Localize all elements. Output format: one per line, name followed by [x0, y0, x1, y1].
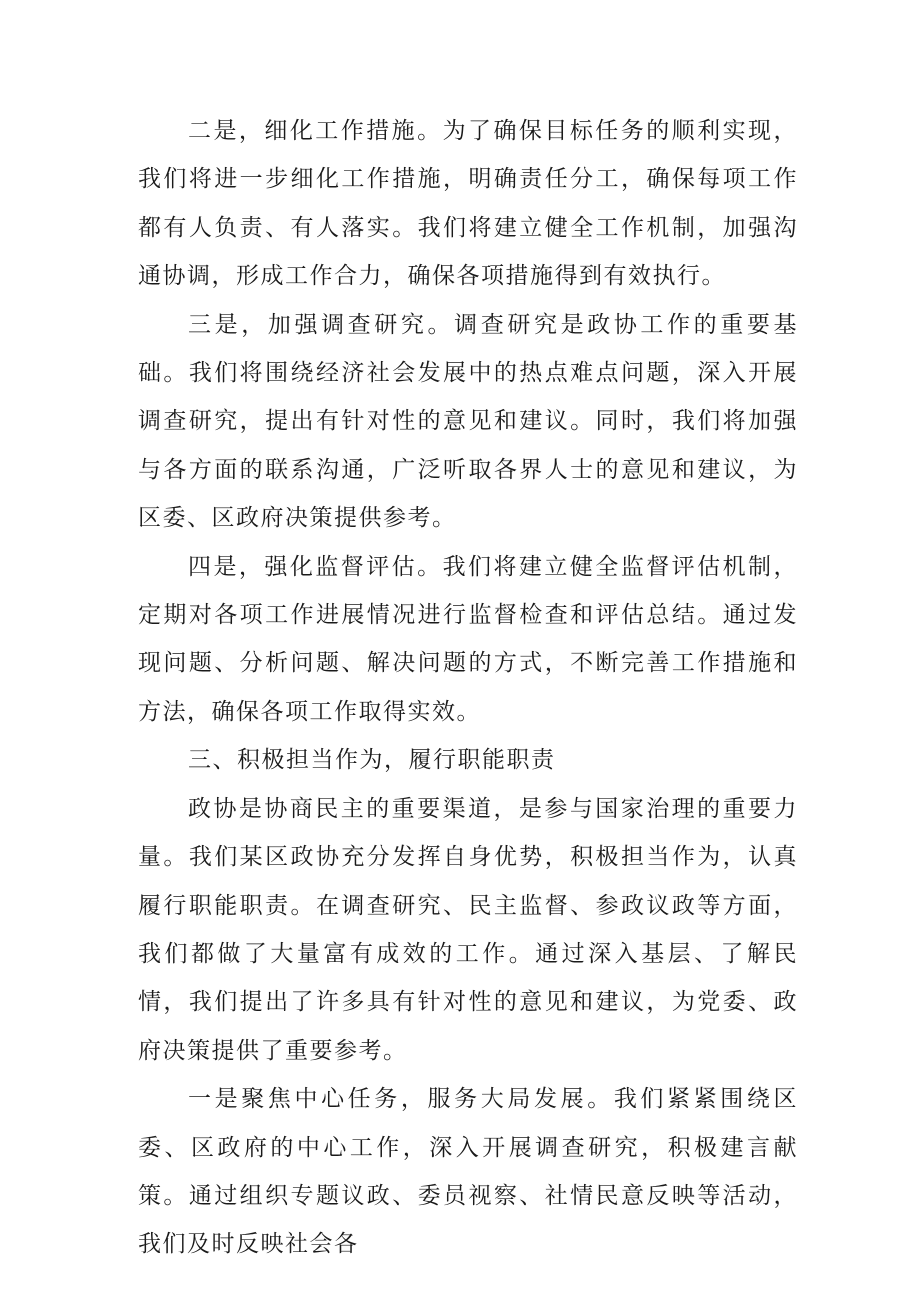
paragraph-strengthen-research: 三是，加强调查研究。调查研究是政协工作的重要基础。我们将围绕经济社会发展中的热点难点问题，深入开展调查研究，提出有针对性的意见和建议。同时，我们将加强与各方面的联系沟通，广泛听取各界人士的意见和建议，为区委、区政府决策提供参考。 — [138, 311, 798, 532]
paragraph-focus-central-tasks: 一是聚焦中心任务，服务大局发展。我们紧紧围绕区委、区政府的中心工作，深入开展调查研究，积极建言献策。通过组织专题议政、委员视察、社情民意反映等活动，我们及时反映社会各 — [138, 1086, 798, 1258]
paragraph-refine-measures: 二是，细化工作措施。为了确保目标任务的顺利实现，我们将进一步细化工作措施，明确责任分工，确保每项工作都有人负责、有人落实。我们将建立健全工作机制，加强沟通协调，形成工作合力，确保各项措施得到有效执行。 — [138, 118, 798, 290]
section-heading: 三、积极担当作为，履行职能职责 — [188, 747, 556, 774]
paragraph-cppcc-role: 政协是协商民主的重要渠道，是参与国家治理的重要力量。我们某区政协充分发挥自身优势，积极担当作为，认真履行职能职责。在调查研究、民主监督、参政议政等方面，我们都做了大量富有成效的工作。通过深入基层、了解民情，我们提出了许多具有针对性的意见和建议，为党委、政府决策提供了重要参考。 — [138, 795, 798, 1064]
document-body — [138, 107, 798, 1269]
paragraph-strengthen-supervision: 四是，强化监督评估。我们将建立健全监督评估机制，定期对各项工作进展情况进行监督检查和评估总结。通过发现问题、分析问题、解决问题的方式，不断完善工作措施和方法，确保各项工作取得实效。 — [138, 553, 798, 725]
